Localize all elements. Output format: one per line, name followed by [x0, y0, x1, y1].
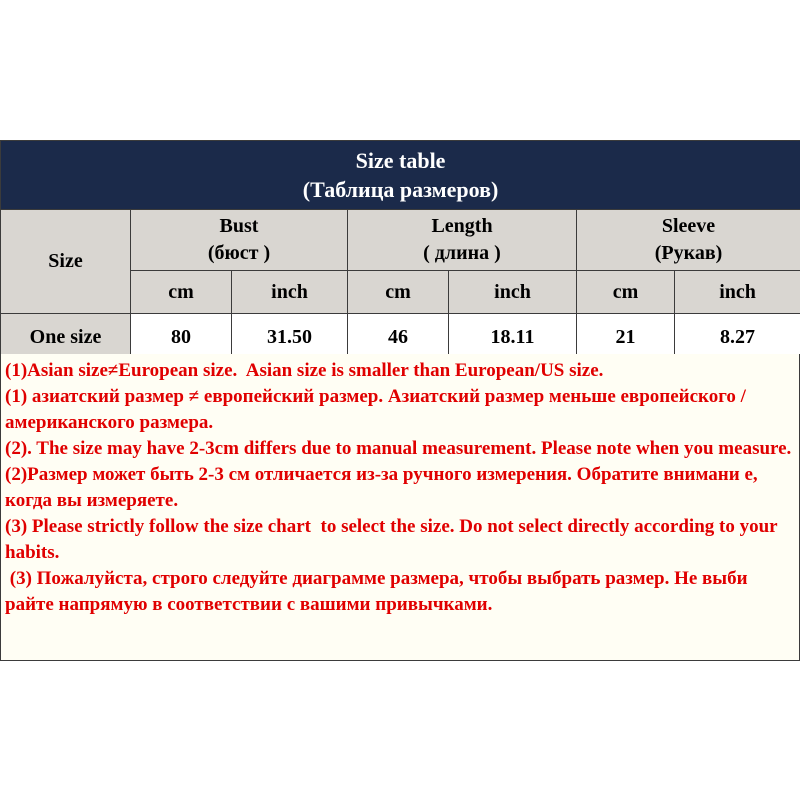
sleeve-label-ru: (Рукав) — [654, 242, 723, 264]
sleeve-header — [577, 210, 800, 271]
note-1-en: (1)Asian size≠European size. Asian size is smaller than European/US size. — [5, 360, 604, 381]
unit-length-cm: cm — [348, 271, 449, 314]
bust-label-en: Bust — [219, 215, 259, 237]
size-table — [0, 140, 800, 361]
bust-header — [131, 210, 348, 271]
title-russian: (Таблица размеров) — [302, 177, 499, 202]
length-label-en: Length — [431, 215, 493, 237]
unit-length-inch: inch — [449, 271, 577, 314]
sleeve-label-en: Sleeve — [661, 215, 716, 237]
row-size-label: One size — [1, 314, 131, 361]
note-2-en: (2). The size may have 2-3cm differs due to manual measurement. Please note when you measure. — [5, 438, 792, 459]
length-header — [348, 210, 577, 271]
length-inch-value: 18.11 — [449, 314, 577, 361]
unit-sleeve-cm: cm — [577, 271, 675, 314]
note-1-ru: (1) азиатский размер ≠ европейский размер. Азиатский размер меньше европейского / американского размера. — [5, 386, 751, 433]
note-2-ru: (2)Размер может быть 2-3 см отличается из-за ручного измерения. Обратите внимани е, когда вы измеряете. — [5, 464, 763, 511]
note-3-en: (3) Please strictly follow the size chart to select the size. Do not select directly according to your habits. — [5, 516, 783, 563]
length-cm-value: 46 — [348, 314, 449, 361]
bust-cm-value: 80 — [131, 314, 232, 361]
unit-sleeve-inch: inch — [675, 271, 800, 314]
title-english: Size table — [355, 148, 446, 173]
length-label-ru: ( длина ) — [423, 242, 501, 264]
unit-bust-cm: cm — [131, 271, 232, 314]
size-notes — [0, 354, 800, 661]
size-column-header: Size — [1, 210, 131, 314]
note-3-ru: (3) Пожалуйста, строго следуйте диаграмме размера, чтобы выбрать размер. Не выби райте напрямую в соответствии с вашими привычками. — [5, 568, 753, 615]
unit-bust-inch: inch — [232, 271, 348, 314]
bust-label-ru: (бюст ) — [207, 242, 271, 264]
table-title — [1, 141, 800, 210]
sleeve-cm-value: 21 — [577, 314, 675, 361]
sleeve-inch-value: 8.27 — [675, 314, 800, 361]
bust-inch-value: 31.50 — [232, 314, 348, 361]
